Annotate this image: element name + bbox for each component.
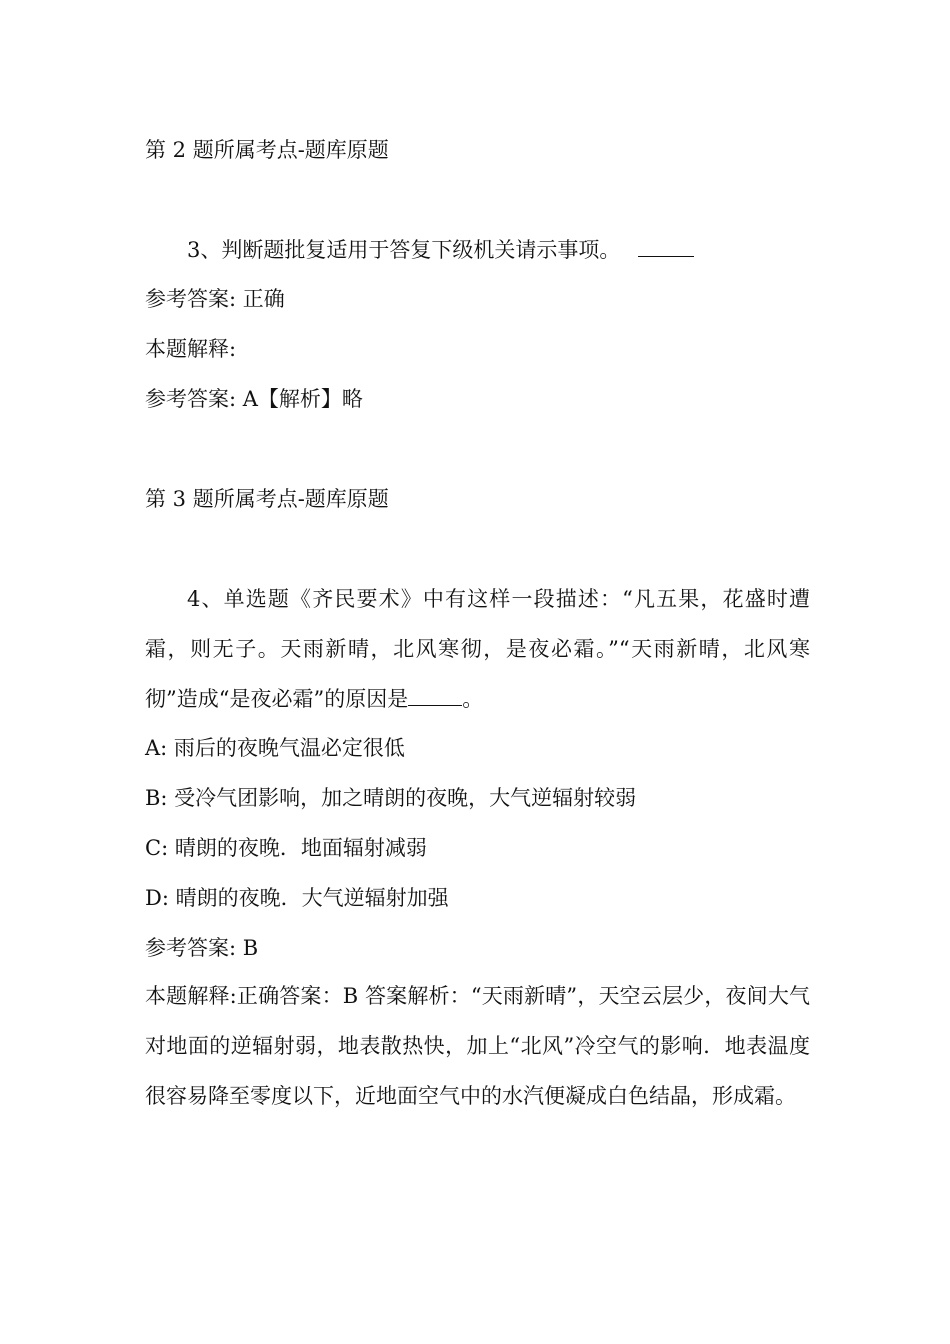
question-4-stem-end: 。 [462,687,484,711]
section-heading-q2: 第 2 题所属考点-题库原题 [145,138,389,162]
question-3-explanation-label: 本题解释: [145,337,237,361]
option-c: C: 晴朗的夜晚．地面辐射减弱 [145,836,427,860]
question-4-answer: 参考答案: B [145,936,259,960]
section-heading-q3: 第 3 题所属考点-题库原题 [145,487,389,511]
question-3-answer-2: 参考答案: A【解析】略 [145,387,363,411]
question-4-stem: 4、单选题《齐民要术》中有这样一段描述：“凡五果，花盛时遭霜，则无子。天雨新晴，北风寒彻，是夜必霜。”“天雨新晴，北风寒彻”造成“是夜必霜”的原因是 [145,587,810,711]
question-4-text [145,574,810,724]
question-4-explanation: 本题解释:正确答案：B 答案解析：“天雨新晴”，天空云层少，夜间大气对地面的逆辐射弱，地表散热快，加上“北风”冷空气的影响．地表温度很容易降至零度以下，近地面空气中的水汽便凝成白色结晶，形成霜。 [145,984,810,1108]
answer-blank [408,685,462,706]
question-3-answer: 参考答案: 正确 [145,287,285,311]
option-a: A: 雨后的夜晚气温必定很低 [145,736,405,760]
question-3 [187,235,694,265]
question-3-text: 3、判断题批复适用于答复下级机关请示事项。 [187,238,621,262]
option-d: D: 晴朗的夜晚．大气逆辐射加强 [145,886,449,910]
answer-blank [638,236,694,257]
option-b: B: 受冷气团影响，加之晴朗的夜晚，大气逆辐射较弱 [145,786,637,810]
